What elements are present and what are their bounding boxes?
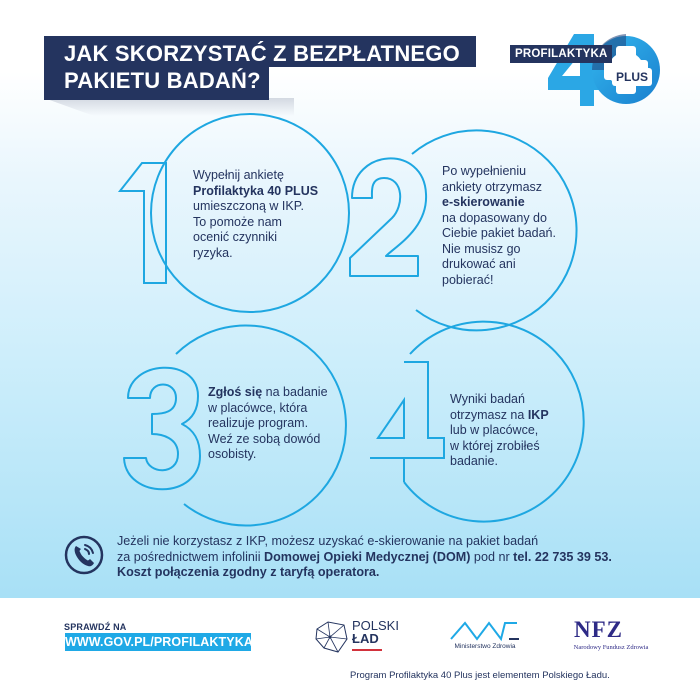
phone-number: tel. 22 735 39 53. (513, 549, 612, 564)
phone-icon (64, 535, 104, 575)
polski-lad-underline (352, 649, 382, 651)
gov-profilaktyka-link[interactable]: WWW.GOV.PL/PROFILAKTYKA (65, 635, 253, 649)
polski-lad-mark-icon (314, 619, 350, 655)
page-title (44, 36, 476, 100)
step-3 (100, 320, 380, 530)
title-line-2: PAKIETU BADAŃ? (44, 67, 269, 100)
ministerstwo-zdrowia-logo: Ministerstwo Zdrowia (445, 617, 525, 653)
step-4-text: Wyniki badań otrzymasz na IKP lub w placówce, w której zrobiłeś badanie. (450, 392, 549, 468)
logo-plus-badge: PLUS (612, 68, 652, 86)
step-1-text: Wypełnij ankietę Profilaktyka 40 PLUS umieszczoną w IKP. To pomoże nam ocenić czynniki ryzyka. (193, 168, 319, 260)
program-note: Program Profilaktyka 40 Plus jest elementem Polskiego Ładu. (350, 670, 610, 681)
step-2 (340, 108, 660, 328)
step-4 (370, 320, 660, 530)
dom-infoline-info: Jeżeli nie korzystasz z IKP, możesz uzyskać e-skierowanie na pakiet badań za pośrednictwem infolinii Domowej Opieki Medycznej (DOM) pod nr tel. 22 735 39 53. Koszt połączenia zgodny z taryfą operatora. (117, 534, 612, 579)
logo-label: PROFILAKTYKA (510, 45, 612, 63)
mz-mark-icon (445, 617, 525, 643)
title-line-1: JAK SKORZYSTAĆ Z BEZPŁATNEGO (44, 36, 476, 67)
nfz-logo: NFZ Narodowy Fundusz Zdrowia (573, 617, 649, 651)
polski-lad-logo: POLSKI ŁAD (314, 619, 414, 655)
step-3-text: Zgłoś się na badanie w placówce, która realizuje program. Weź ze sobą dowód osobisty. (208, 385, 328, 461)
step-2-text: Po wypełnieniu ankiety otrzymasz e-skierowanie na dopasowany do Ciebie pakiet badań. Nie musisz go drukować ani pobierać! (442, 164, 556, 287)
profilaktyka-40-plus-logo (510, 30, 660, 110)
check-label: SPRAWDŹ NA (64, 622, 127, 632)
step-1 (100, 108, 370, 318)
